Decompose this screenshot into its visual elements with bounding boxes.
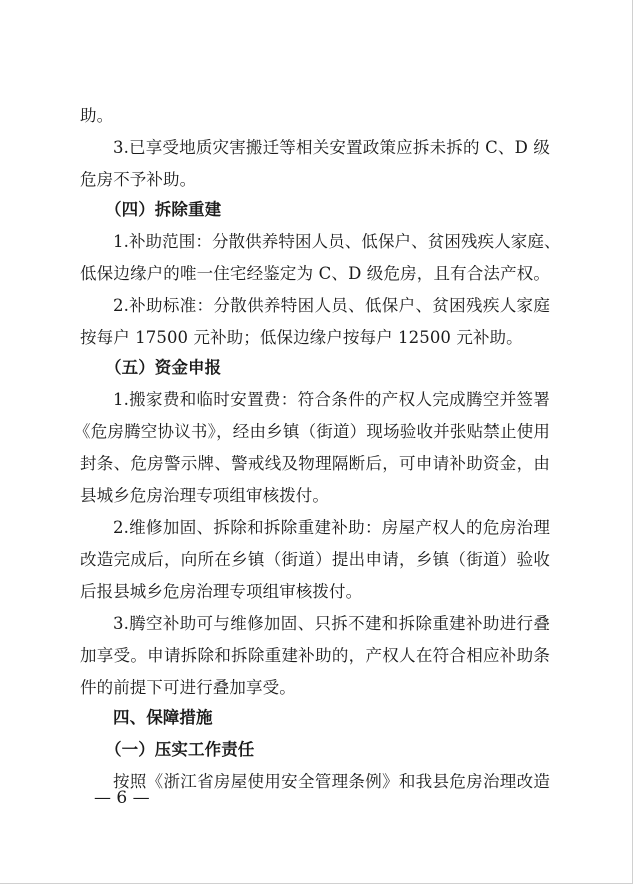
paragraph-line: 1.搬家费和临时安置费：符合条件的产权人完成腾空并签署: [113, 390, 550, 409]
paragraph-line: 危房不予补助。: [80, 170, 197, 189]
section-heading: （四）拆除重建: [105, 200, 222, 219]
paragraph-line: 助。: [80, 106, 114, 125]
paragraph-line: 件的前提下可进行叠加享受。: [80, 678, 296, 697]
paragraph-line: 封条、危房警示牌、警戒线及物理隔断后，可申请补助资金，由: [80, 454, 550, 473]
paragraph-line: 后报县城乡危房治理专项组审核拨付。: [80, 582, 363, 601]
paragraph-line: 3.腾空补助可与维修加固、只拆不建和拆除重建补助进行叠: [113, 614, 550, 633]
paragraph-line: 加享受。申请拆除和拆除重建补助的，产权人在符合相应补助条: [80, 646, 550, 665]
section-heading: （五）资金申报: [105, 358, 222, 377]
page-number: — 6 —: [94, 788, 150, 808]
paragraph-line: 2.补助标准：分散供养特困人员、低保户、贫困残疾人家庭: [113, 296, 550, 315]
paragraph-line: 低保边缘户的唯一住宅经鉴定为 C、D 级危房，且有合法产权。: [80, 264, 550, 283]
paragraph-line: 3.已享受地质灾害搬迁等相关安置政策应拆未拆的 C、D 级: [113, 138, 550, 157]
paragraph-line: 1.补助范围：分散供养特困人员、低保户、贫困残疾人家庭、: [113, 232, 561, 251]
paragraph-line: 改造完成后，向所在乡镇（街道）提出申请，乡镇（街道）验收: [80, 550, 550, 569]
paragraph-line: 县城乡危房治理专项组审核拨付。: [80, 486, 329, 505]
section-heading: 四、保障措施: [113, 708, 213, 727]
paragraph-line: 《危房腾空协议书》，经由乡镇（街道）现场验收并张贴禁止使用: [74, 422, 550, 441]
paragraph-line: 2.维修加固、拆除和拆除重建补助：房屋产权人的危房治理: [113, 518, 550, 537]
paragraph-line: 按每户 17500 元补助；低保边缘户按每户 12500 元补助。: [80, 328, 523, 347]
paragraph-line: 按照《浙江省房屋使用安全管理条例》和我县危房治理改造: [113, 772, 550, 791]
section-heading: （一）压实工作责任: [105, 740, 255, 759]
